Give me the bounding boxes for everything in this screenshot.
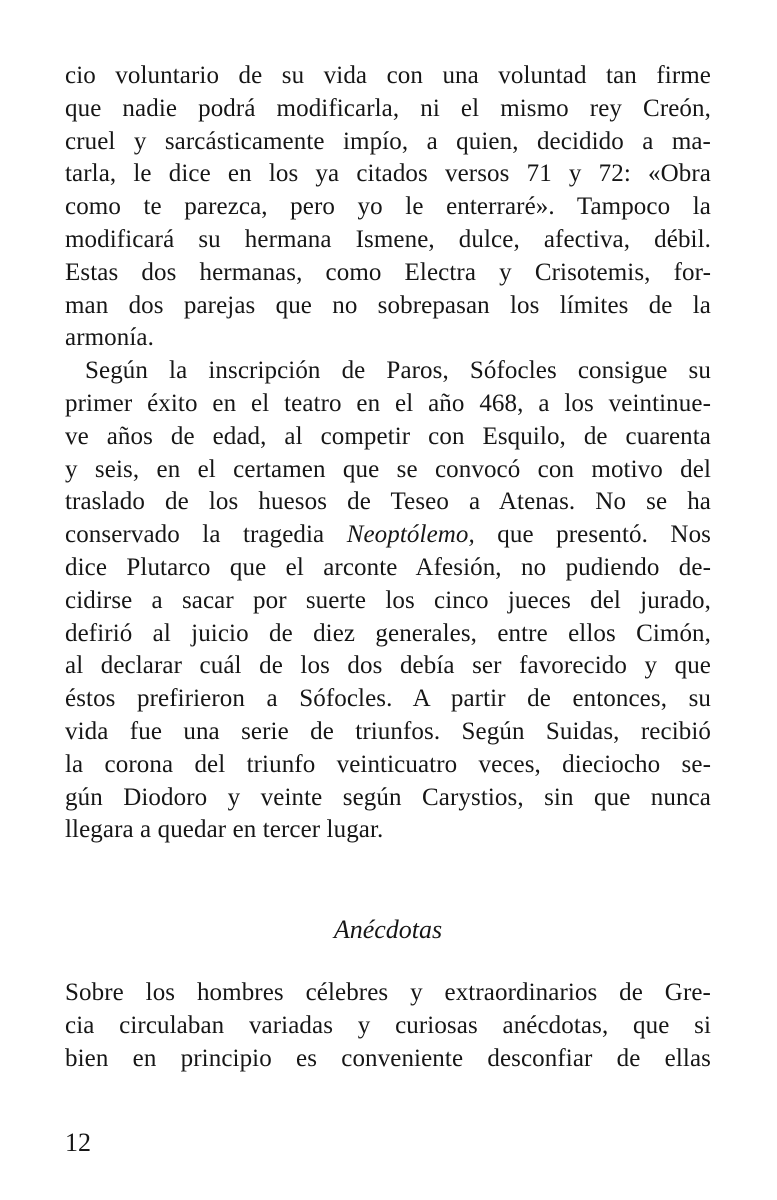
- text-line: vida fue una serie de triunfos. Según Suidas, recibió: [65, 717, 711, 745]
- paragraph: [65, 60, 711, 355]
- text-line: que nadie podrá modificarla, ni el mismo rey Creón,: [65, 94, 711, 122]
- text-line: cia circulaban variadas y curiosas anécdotas, que si: [65, 1011, 711, 1039]
- text-line: primer éxito en el teatro en el año 468, a los veintinue-: [65, 389, 711, 417]
- paragraph: [65, 977, 711, 1075]
- page-number: 12: [65, 1128, 91, 1157]
- text-line: man dos parejas que no sobrepasan los límites de la: [65, 291, 711, 319]
- text-line: armonía.: [65, 324, 154, 352]
- text-line: cio voluntario de su vida con una voluntad tan firme: [65, 62, 711, 89]
- text-line: bien en principio es conveniente desconfiar de ellas: [65, 1044, 711, 1072]
- text-line: llegara a quedar en tercer lugar.: [65, 816, 384, 844]
- text-line: al declarar cuál de los dos debía ser favorecido y que: [65, 652, 711, 680]
- text-line: dice Plutarco que el arconte Afesión, no pudiendo de-: [65, 553, 711, 581]
- text-line: la corona del triunfo veinticuatro veces, dieciocho se-: [65, 750, 711, 778]
- text-line: traslado de los huesos de Teseo a Atenas. No se ha: [65, 488, 711, 516]
- body-text-before-heading: [65, 60, 711, 847]
- text-line: [65, 519, 711, 552]
- text-line: y seis, en el certamen que se convocó con motivo del: [65, 455, 711, 483]
- text-line: defirió al juicio de diez generales, entre ellos Cimón,: [65, 619, 711, 647]
- text-line: tarla, le dice en los ya citados versos 71 y 72: «Obra: [65, 160, 711, 188]
- text-line: modificará su hermana Ismene, dulce, afectiva, débil.: [65, 225, 711, 253]
- body-text-after-heading: [65, 977, 711, 1075]
- paragraph: [65, 355, 711, 847]
- text-line: gún Diodoro y veinte según Carystios, sin que nunca: [65, 783, 711, 811]
- text-line: ve años de edad, al competir con Esquilo, de cuarenta: [65, 422, 711, 450]
- text-line: como te parezca, pero yo le enterraré». Tampoco la: [65, 193, 711, 221]
- text-line: éstos prefirieron a Sófocles. A partir de entonces, su: [65, 685, 711, 713]
- text-segment: conservado la tragedia: [65, 521, 347, 549]
- text-line: cruel y sarcásticamente impío, a quien, decidido a ma-: [65, 127, 711, 155]
- text-line: Estas dos hermanas, como Electra y Crisotemis, for-: [65, 258, 711, 286]
- section-heading: Anécdotas: [333, 915, 443, 944]
- text-segment: que presentó. Nos: [474, 521, 711, 549]
- text-line: Según la inscripción de Paros, Sófocles consigue su: [85, 357, 711, 385]
- text-line: Sobre los hombres célebres y extraordinarios de Gre-: [65, 979, 711, 1006]
- text-line: cidirse a sacar por suerte los cinco jueces del jurado,: [65, 586, 711, 614]
- work-title-italic: Neoptólemo,: [346, 521, 475, 549]
